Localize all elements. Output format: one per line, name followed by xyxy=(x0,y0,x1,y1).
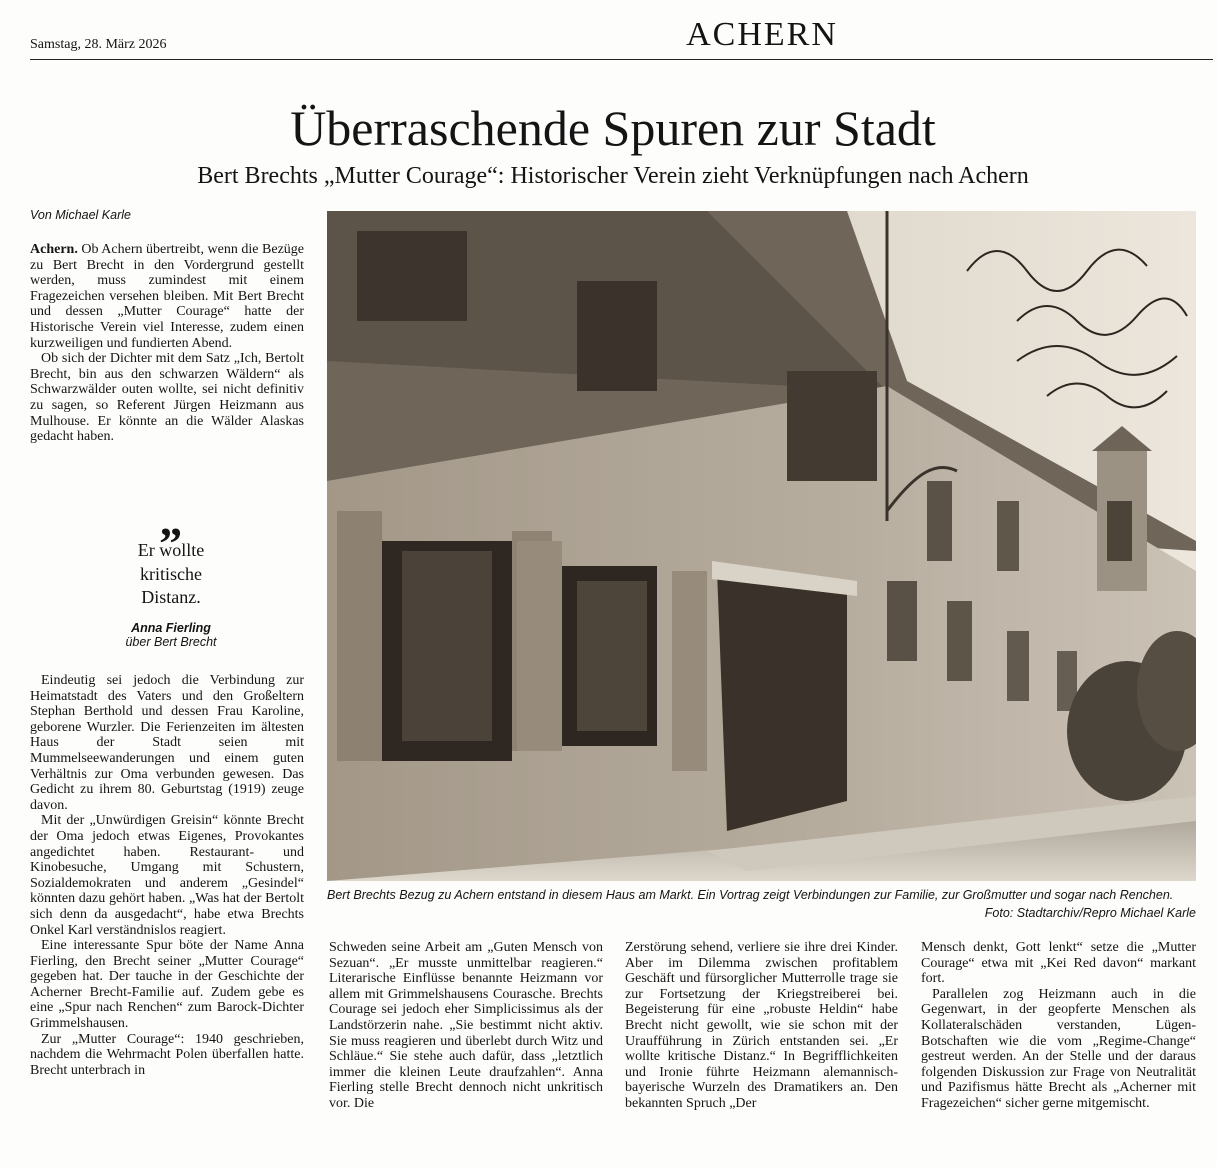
article-paragraph: Zur „Mutter Courage“: 1940 geschrieben, nachdem die Wehrmacht Polen überfallen hatte. Brecht unterbrach in xyxy=(30,1031,304,1078)
article-column-1-bottom xyxy=(30,673,304,1078)
article-column-3 xyxy=(625,940,898,1112)
article-paragraph: Mit der „Unwürdigen Greisin“ könnte Brecht der Oma jedoch etwas Eigenes, Provokantes angedichtet haben. Restaurant- und Kinobesuche, Umgang mit Schustern, Sozialdemokraten und anderem „Gesindel“ könnten dazu gehört haben. „Was hat der Bertolt sich denn da ausgedacht“, habe etwa Brechts Onkel Karl verständnislos reagiert. xyxy=(30,813,304,938)
quote-mark-icon: „ xyxy=(159,494,183,545)
photo-credit: Foto: Stadtarchiv/Repro Michael Karle xyxy=(984,906,1196,920)
article-column-1-top xyxy=(30,242,304,445)
quote-text: Er wollte kritische Distanz. xyxy=(137,540,205,607)
article-paragraph: Mensch denkt, Gott lenkt“ setze die „Mutter Courage“ etwa mit „Kei Red davon“ markant fort. xyxy=(921,940,1196,987)
article-paragraph: Parallelen zog Heizmann auch in die Gegenwart, in der geopferte Menschen als Kollateralschäden verstanden, Lügen-Botschaften wie die vom „Regime-Change“ gestreut werden. An der Stelle und der daraus folgenden Diskussion zur Frage von Neutralität und Pazifismus hätte Brecht als „Acherner mit Fragezeichen“ sicher gerne mitgemischt. xyxy=(921,986,1196,1111)
dateline: Achern. xyxy=(30,242,78,257)
article-paragraph xyxy=(30,242,304,351)
section-title: ACHERN xyxy=(686,16,838,53)
photo-caption: Bert Brechts Bezug zu Achern entstand in diesem Haus am Markt. Ein Vortrag zeigt Verbindungen zur Familie, zur Großmutter und sogar nach Renchen. xyxy=(327,888,1174,902)
pull-quote xyxy=(60,494,282,649)
article-paragraph: Eindeutig sei jedoch die Verbindung zur Heimatstadt des Vaters und den Großeltern Stephan Berthold und dessen Frau Karoline, geborene Wurzler. Die Ferienzeiten im ältesten Haus der Stadt seien mit Mummelseewanderungen und einem guten Verhältnis zur Oma verbunden gewesen. Das Gedicht zu ihrem 80. Geburtstag (1919) zeuge davon. xyxy=(30,673,304,813)
article-column-2 xyxy=(329,940,603,1112)
quote-author: Anna Fierling xyxy=(131,620,211,635)
article-paragraph: Zerstörung sehend, verliere sie ihre drei Kinder. Aber im Dilemma zwischen profitablem Geschäft und fürsorglicher Mutterrolle trage sie zur Fortsetzung der Kriegstreiberei bei. Begeisterung für eine „robuste Heldin“ habe Brecht nicht gewollt, wie sie schon mit der Uraufführung in Zürich entstanden sei. „Er wollte kritische Distanz.“ In Begrifflichkeiten und Ironie führte Heizmann alemannisch-bayerische Wurzeln des Dramatikers an. Den bekannten Spruch „Der xyxy=(625,940,898,1111)
header-rule xyxy=(30,59,1213,60)
subheadline: Bert Brechts „Mutter Courage“: Historischer Verein zieht Verknüpfungen nach Achern xyxy=(197,163,1029,189)
historic-house-photo xyxy=(327,211,1196,881)
publication-date: Samstag, 28. März 2026 xyxy=(30,37,167,52)
article-paragraph: Eine interessante Spur böte der Name Anna Fierling, den Brecht seiner „Mutter Courage“ gegeben hat. Der tauche in der Geschichte der Acherner Brecht-Familie auf. Zudem gebe es eine „Spur nach Renchen“ zum Barock-Dichter Grimmelshausen. xyxy=(30,938,304,1032)
article-column-4 xyxy=(921,940,1196,1112)
headline: Überraschende Spuren zur Stadt xyxy=(290,100,936,156)
paragraph-text: Ob Achern übertreibt, wenn die Bezüge zu Bert Brecht in den Vordergrund gestellt werden, muss zumindest mit einem Fragezeichen versehen bleiben. Mit Bert Brecht und dessen „Mutter Courage“ hatte der Historische Verein viel Interesse, zudem einen kurzweiligen und fundierten Abend. xyxy=(30,242,305,351)
quote-author-role: über Bert Brecht xyxy=(125,634,217,649)
byline: Von Michael Karle xyxy=(30,208,131,222)
article-paragraph: Ob sich der Dichter mit dem Satz „Ich, Bertolt Brecht, bin aus den schwarzen Wäldern“ als Schwarzwälder outen wollte, sei nicht definitiv zu sagen, so Referent Jürgen Heizmann aus Mulhouse. Er könnte an die Wälder Alaskas gedacht haben. xyxy=(30,351,304,445)
article-paragraph: Schweden seine Arbeit am „Guten Mensch von Sezuan“. „Er musste unmittelbar reagieren.“ Literarische Einflüsse benannte Heizmann vor allem mit Grimmelshausens Courasche. Brechts Courage sei jedoch eher Simplicissimus als der Landstörzerin nahe. „Sie bestimmt nicht aktiv. Sie muss reagieren und überlebt durch Witz und Schläue.“ Sie stehe auch dafür, dass „letztlich immer die kleinen Leute draufzahlen“. Anna Fierling stelle Brecht dennoch nicht unkritisch vor. Die xyxy=(329,940,603,1111)
article-photo xyxy=(327,211,1196,881)
